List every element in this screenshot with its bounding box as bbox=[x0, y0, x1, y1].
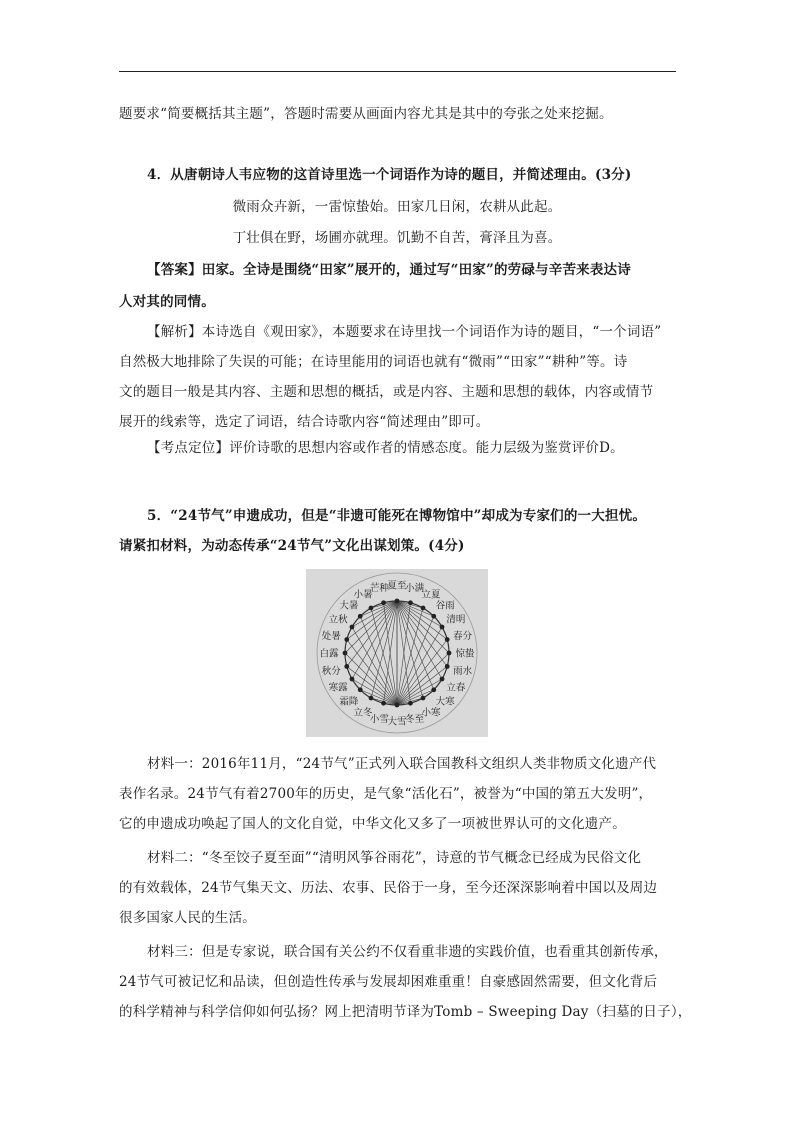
question-5-line-1: 5．“24节气”申遗成功，但是“非遗可能死在博物馆中”却成为专家们的一大担忧。 bbox=[147, 508, 647, 524]
solar-term-label: 春分 bbox=[453, 630, 473, 642]
solar-term-label: 芒种 bbox=[369, 582, 389, 594]
solar-term-label: 立秋 bbox=[328, 614, 348, 626]
solar-term-label: 大雪 bbox=[387, 716, 407, 728]
analysis-line-1: 【解析】本诗选自《观田家》，本题要求在诗里找一个词语作为诗的题目，“一个词语” bbox=[147, 324, 662, 340]
material-3-line-2: 24节气可被记忆和品读，但创造性传承与发展却困难重重！自豪感固然需要，但文化背后 bbox=[119, 974, 658, 990]
solar-term-label: 立夏 bbox=[421, 589, 441, 601]
solar-term-label: 大暑 bbox=[339, 600, 359, 612]
solar-term-label: 雨水 bbox=[453, 666, 473, 678]
solar-term-label: 处暑 bbox=[321, 630, 341, 642]
answer-line-1: 【答案】田家。全诗是围绕“田家”展开的，通过写“田家”的劳碌与辛苦来表达诗 bbox=[147, 262, 631, 278]
header-rule bbox=[119, 71, 676, 72]
material-2-line-2: 的有效载体，24节气集天文、历法、农事、民俗于一身，至今还深深影响着中国以及周边 bbox=[119, 880, 658, 896]
solar-term-label: 小暑 bbox=[353, 589, 373, 601]
kaodian-line: 【考点定位】评价诗歌的思想内容或作者的情感态度。能力层级为鉴赏评价D。 bbox=[147, 440, 624, 456]
material-3-line-1: 材料三：但是专家说，联合国有关公约不仅看重非遗的实践价值，也看重其创新传承， bbox=[147, 944, 668, 960]
solar-term-label: 冬至 bbox=[405, 714, 425, 726]
analysis-line-3: 文的题目一般是其内容、主题和思想的概括，或是内容、主题和思想的载体，内容或情节 bbox=[119, 384, 654, 400]
poem-line-1: 微雨众卉新，一雷惊蛰始。田家几日闲，农耕从此起。 bbox=[232, 199, 562, 215]
solar-term-label: 小寒 bbox=[421, 707, 441, 719]
material-2-line-3: 很多国家人民的生活。 bbox=[119, 910, 256, 926]
poem-line-2: 丁壮俱在野，场圃亦就理。饥勤不自苦，膏泽且为喜。 bbox=[232, 230, 562, 246]
solar-term-label: 霜降 bbox=[339, 696, 359, 708]
solar-term-label: 白露 bbox=[319, 648, 339, 660]
question-5-line-2: 请紧扣材料，为动态传承“24节气”文化出谋划策。(4分) bbox=[119, 538, 465, 554]
material-1-line-2: 表作名录。24节气有着2700年的历史，是气象“活化石”，被誉为“中国的第五大发明”， bbox=[119, 786, 653, 802]
solar-term-label: 惊蛰 bbox=[455, 648, 475, 660]
material-2-line-1: 材料二：“冬至饺子夏至面”“清明风筝谷雨花”，诗意的节气概念已经成为民俗文化 bbox=[147, 850, 642, 866]
analysis-line-4: 展开的线索等，选定了词语，结合诗歌内容“简述理由”即可。 bbox=[119, 414, 490, 430]
solar-term-label: 立春 bbox=[446, 682, 466, 694]
solar-term-label: 秋分 bbox=[321, 666, 341, 678]
solar-term-label: 小雪 bbox=[369, 714, 389, 726]
solar-term-label: 谷雨 bbox=[435, 600, 455, 612]
answer-line-2: 人对其的同情。 bbox=[119, 294, 215, 310]
solar-term-label: 立冬 bbox=[353, 707, 373, 719]
text-line: 题要求“简要概括其主题”，答题时需要从画面内容尤其是其中的夸张之处来挖掘。 bbox=[119, 106, 613, 122]
question-4: 4．从唐朝诗人韦应物的这首诗里选一个词语作为诗的题目，并简述理由。(3分) bbox=[147, 167, 632, 183]
solar-terms-diagram bbox=[306, 569, 488, 737]
material-3-line-3: 的科学精神与科学信仰如何弘扬？网上把清明节译为Tomb – Sweeping Day（扫墓的日子）， bbox=[119, 1004, 692, 1020]
solar-term-label: 寒露 bbox=[328, 682, 348, 694]
analysis-line-2: 自然极大地排除了失误的可能；在诗里能用的词语也就有“微雨”“田家”“耕种”等。诗 bbox=[119, 354, 628, 370]
material-1-line-3: 它的申遗成功唤起了国人的文化自觉，中华文化又多了一项被世界认可的文化遗产。 bbox=[119, 816, 626, 832]
solar-term-label: 夏至 bbox=[387, 580, 407, 592]
solar-term-label: 清明 bbox=[446, 614, 466, 626]
solar-terms-wheel bbox=[306, 569, 488, 737]
material-1-line-1: 材料一：2016年11月，“24节气”正式列入联合国教科文组织人类非物质文化遗产代 bbox=[147, 756, 657, 772]
solar-term-label: 大寒 bbox=[435, 696, 455, 708]
solar-term-label: 小满 bbox=[405, 582, 425, 594]
